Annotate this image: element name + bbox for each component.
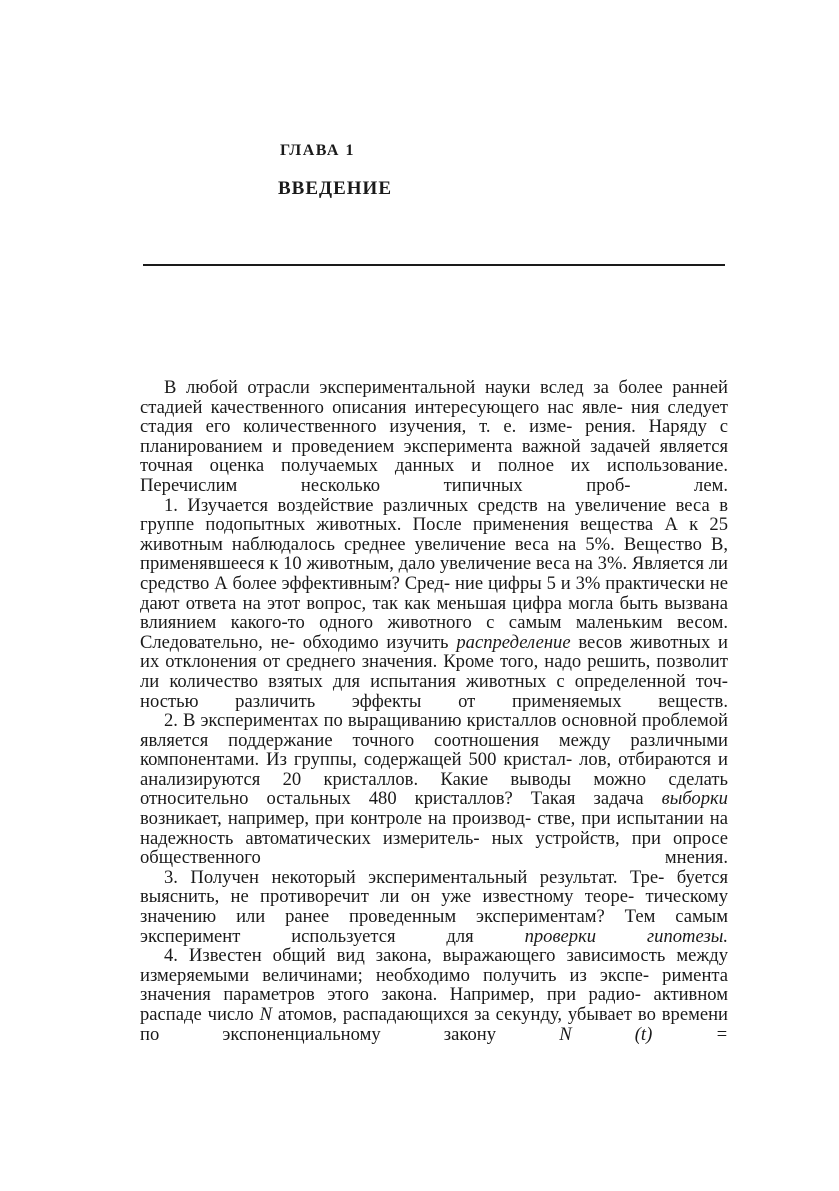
line: рения. Наряду с планированием и проведением эксперимента <box>140 416 728 457</box>
line: полное их использование. Перечислим несколько типичных проб- <box>140 455 729 496</box>
line: убывает во времени по экспоненциальному закону <box>140 1004 729 1045</box>
chapter-title: ВВЕДЕНИЕ <box>278 178 392 199</box>
paragraph-problem-4 <box>140 946 728 1044</box>
line: можно сделать относительно остальных 480 кристаллов? Такая <box>140 768 728 810</box>
line: веса в группе подопытных животных. После применения вещества <box>140 494 728 536</box>
line: ных устройств, при опросе общественного мнения. <box>140 827 728 869</box>
line: активном распаде число <box>140 984 728 1025</box>
line: от среднего значения. Кроме того, надо решить, позволит ли <box>140 651 729 692</box>
paragraph-problem-1 <box>140 496 728 712</box>
line: ностью различить эффекты от применяемых веществ. <box>140 690 728 712</box>
line: стве, при испытании на надежность автоматических измеритель- <box>140 808 728 849</box>
line: веса на 3%. Является ли средство А более эффективным? Сред- <box>140 553 728 594</box>
paragraph-problem-2 <box>140 711 728 868</box>
header-rule <box>143 264 725 266</box>
line: так как меньшая цифра могла быть вызвана влиянием какого-то <box>140 592 728 634</box>
line: возникает, например, при контроле на производ- <box>140 808 532 830</box>
line: обходимо изучить <box>302 631 449 653</box>
line: В любой отрасли экспериментальной науки вслед за более <box>164 377 663 398</box>
line: римента значения параметров этого закона. Например, при радио- <box>140 964 728 1006</box>
line: важной задачей является точная оценка получаемых данных и <box>140 435 728 477</box>
line: ранней стадией качественного описания интересующего нас явле- <box>140 377 728 418</box>
line: 3. Получен некоторый экспериментальный результат. Тре- <box>164 866 665 888</box>
line: различными компонентами. Из группы, содержащей 500 кристал- <box>140 729 728 771</box>
paragraph-intro <box>140 378 728 496</box>
line: проблемой является поддержание точного соотношения между <box>140 710 728 751</box>
line: лем. <box>694 474 728 496</box>
line: между измеряемыми величинами; необходимо получить из экспе- <box>140 945 728 986</box>
line: 4. Известен общий вид закона, выражающего зависимость <box>164 945 666 967</box>
line: самым эксперимент используется для <box>140 906 728 947</box>
chapter-number: ГЛАВА 1 <box>280 142 355 159</box>
line: А к 25 животным наблюдалось среднее увеличение веса на 5%. <box>140 514 729 555</box>
math-formula: N (t) = <box>559 1023 728 1045</box>
line: весов животных и их отклонения <box>140 631 728 673</box>
line: 1. Изучается воздействие различных средств на увеличение <box>164 494 667 516</box>
math-symbol: N <box>259 1004 273 1025</box>
body-text <box>140 378 728 1044</box>
line: Вещество В, применявшееся к 10 животным, дало увеличение <box>140 533 728 575</box>
line: ние цифры 5 и 3% практически не дают ответа на этот вопрос, <box>140 572 728 614</box>
emphasis-term: выборки <box>661 788 728 810</box>
line: атомов, распадающихся за секунду, <box>277 1004 562 1025</box>
line: количество взятых для испытания животных с определенной точ- <box>169 670 728 692</box>
line: лов, отбираются и анализируются 20 кристаллов. Какие выводы <box>140 749 728 790</box>
emphasis-term: распределение <box>456 631 571 653</box>
line: одного животного с самым маленьким весом. Следовательно, не- <box>140 612 728 653</box>
line: 2. В экспериментах по выращиванию кристаллов основной <box>164 710 637 732</box>
emphasis-term: проверки гипотезы. <box>524 925 728 947</box>
line: ния следует стадия его количественного изучения, т. е. изме- <box>140 396 728 438</box>
line: буется выяснить, не противоречит ли он уже известному теоре- <box>140 866 728 908</box>
paragraph-problem-3 <box>140 868 728 946</box>
line: задача <box>593 788 644 810</box>
line: тическому значению или ранее проведенным экспериментам? Тем <box>140 886 728 928</box>
